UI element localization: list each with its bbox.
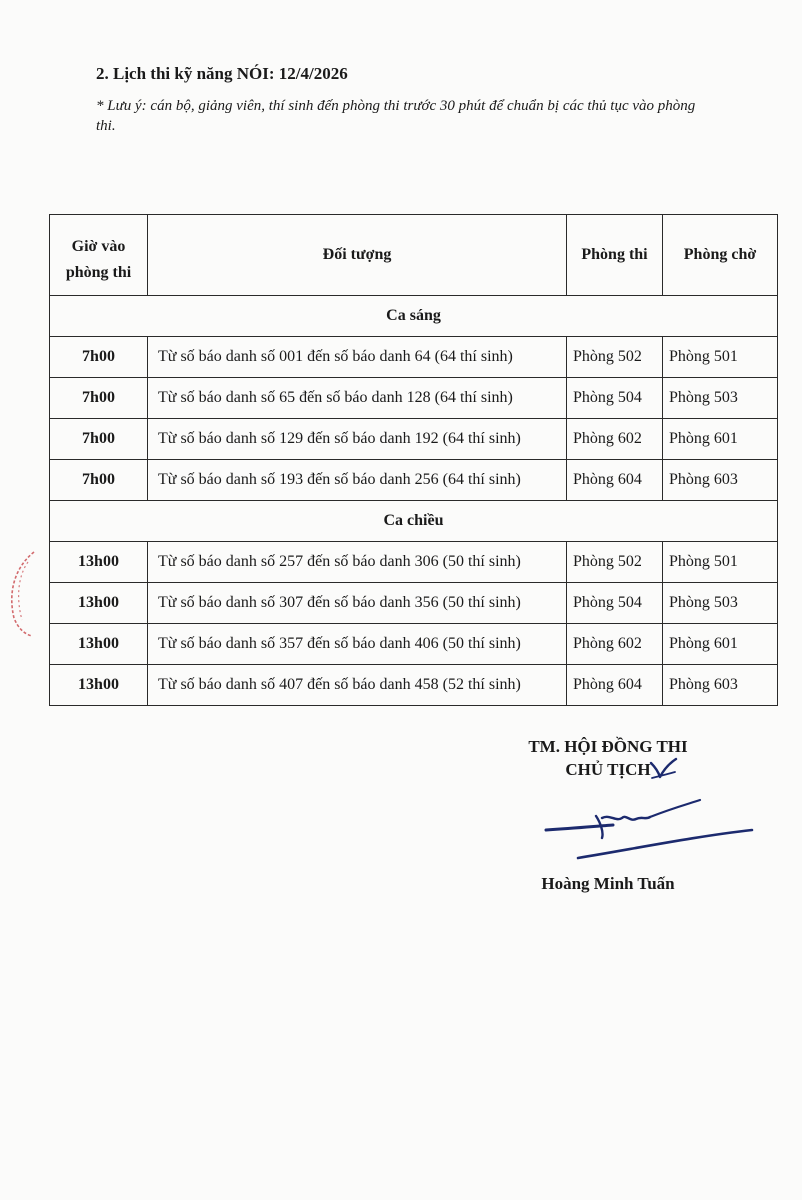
cell-time: 13h00 <box>50 665 148 706</box>
table-row <box>50 624 778 665</box>
attendance-note: * Lưu ý: cán bộ, giảng viên, thí sinh đến phòng thi trước 30 phút để chuẩn bị các thủ tục vào phòng thi. <box>96 98 696 134</box>
signature-heading <box>478 735 738 781</box>
partial-seal-stamp-icon <box>4 548 38 638</box>
cell-target: Từ số báo danh số 129 đến số báo danh 192 (64 thí sinh) <box>148 419 567 460</box>
initial-mark-icon <box>648 757 678 781</box>
cell-time: 13h00 <box>50 624 148 665</box>
cell-room: Phòng 501 <box>663 337 778 378</box>
cell-time: 7h00 <box>50 460 148 501</box>
cell-time: 7h00 <box>50 378 148 419</box>
header-label: Giờ vào <box>71 238 126 255</box>
chairman-line: CHỦ TỊCH <box>565 760 651 779</box>
cell-room: Phòng 601 <box>663 624 778 665</box>
header-time <box>50 215 148 296</box>
cell-room: Phòng 604 <box>567 665 663 706</box>
cell-target: Từ số báo danh số 407 đến số báo danh 458 (52 thí sinh) <box>148 665 567 706</box>
cell-room: Phòng 602 <box>567 419 663 460</box>
session-row-afternoon <box>50 501 778 542</box>
table-row <box>50 583 778 624</box>
table-row <box>50 665 778 706</box>
header-exam-room: Phòng thi <box>567 215 663 296</box>
handwritten-signature-icon <box>538 792 758 867</box>
speaking-exam-schedule-table <box>49 214 778 706</box>
cell-target: Từ số báo danh số 001 đến số báo danh 64 (64 thí sinh) <box>148 337 567 378</box>
cell-target: Từ số báo danh số 257 đến số báo danh 306 (50 thí sinh) <box>148 542 567 583</box>
cell-target: Từ số báo danh số 193 đến số báo danh 256 (64 thí sinh) <box>148 460 567 501</box>
cell-room: Phòng 603 <box>663 665 778 706</box>
header-target: Đối tượng <box>148 215 567 296</box>
cell-room: Phòng 503 <box>663 583 778 624</box>
cell-time: 13h00 <box>50 542 148 583</box>
session-label: Ca sáng <box>50 296 778 337</box>
header-label: phòng thi <box>65 264 132 281</box>
cell-room: Phòng 502 <box>567 542 663 583</box>
header-waiting-room: Phòng chờ <box>663 215 778 296</box>
section-heading: 2. Lịch thi kỹ năng NÓI: 12/4/2026 <box>96 64 348 83</box>
table-row <box>50 337 778 378</box>
table-row <box>50 460 778 501</box>
cell-room: Phòng 604 <box>567 460 663 501</box>
session-label: Ca chiều <box>50 501 778 542</box>
cell-target: Từ số báo danh số 357 đến số báo danh 406 (50 thí sinh) <box>148 624 567 665</box>
cell-room: Phòng 504 <box>567 583 663 624</box>
cell-room: Phòng 503 <box>663 378 778 419</box>
table-row <box>50 378 778 419</box>
cell-room: Phòng 501 <box>663 542 778 583</box>
cell-time: 13h00 <box>50 583 148 624</box>
table-header-row <box>50 215 778 296</box>
cell-room: Phòng 502 <box>567 337 663 378</box>
table-row <box>50 542 778 583</box>
cell-room: Phòng 504 <box>567 378 663 419</box>
session-row-morning <box>50 296 778 337</box>
cell-time: 7h00 <box>50 337 148 378</box>
signer-name: Hoàng Minh Tuấn <box>541 874 675 893</box>
cell-time: 7h00 <box>50 419 148 460</box>
table-row <box>50 419 778 460</box>
cell-room: Phòng 603 <box>663 460 778 501</box>
cell-room: Phòng 601 <box>663 419 778 460</box>
cell-target: Từ số báo danh số 307 đến số báo danh 356 (50 thí sinh) <box>148 583 567 624</box>
council-line: TM. HỘI ĐỒNG THI <box>528 737 688 756</box>
cell-room: Phòng 602 <box>567 624 663 665</box>
cell-target: Từ số báo danh số 65 đến số báo danh 128 (64 thí sinh) <box>148 378 567 419</box>
